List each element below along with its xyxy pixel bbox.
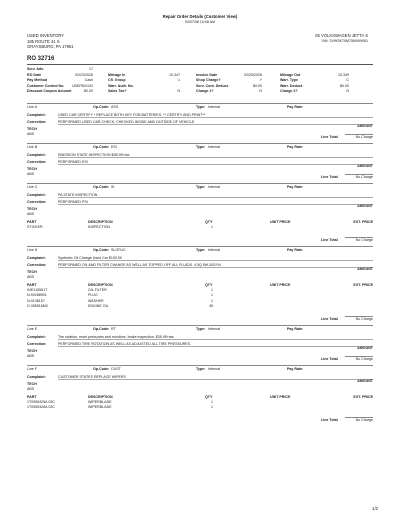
type-label: Type:	[196, 248, 206, 253]
part-qty: 1	[211, 405, 213, 410]
info-label: Discount Coupon Amount	[27, 89, 72, 93]
line-total-label: Line Total	[321, 238, 338, 243]
info-value: 1	[178, 78, 180, 82]
type-value: Internal	[208, 185, 220, 189]
type-value: Internal	[208, 327, 220, 331]
line-total-label: Line Total	[321, 357, 338, 361]
part-description: WASHER	[88, 298, 104, 303]
correction-underline	[58, 267, 373, 268]
complaint-text: Tire rotation, reset pressures and monitors, brake inspection. $35.95+tax	[58, 334, 174, 339]
line-total-value: No Charge	[355, 317, 373, 321]
part-description: ENGINE OIL	[88, 303, 109, 308]
correction-text: PERFORMED ESI	[58, 159, 88, 164]
info-value: Cash	[84, 78, 93, 82]
part-description: OIL FILTER	[88, 288, 107, 293]
complaint-underline	[58, 260, 373, 261]
opcode-label: Op-Code:	[93, 367, 110, 371]
vehicle-description: 05 VOLKSWAGEN JETTA S	[315, 33, 368, 38]
line-total-value: No Charge	[355, 357, 373, 361]
complaint-label: Complaint:	[27, 374, 46, 379]
unit-price-column-header: UNIT PRICE	[270, 220, 291, 224]
complaint-underline	[58, 379, 373, 380]
line-label: Line C	[27, 185, 38, 189]
amount-label: AMOUNT	[357, 346, 373, 350]
page-number: 1/2	[372, 506, 378, 511]
info-value: C	[346, 78, 349, 82]
line-total-label: Line Total	[321, 418, 338, 423]
info-label: Charge 1?	[196, 89, 214, 93]
info-label: Warr. Deduct.	[280, 83, 304, 88]
info-label: Mileage Out	[280, 72, 301, 77]
type-label: Type:	[196, 367, 206, 371]
line-total-label: Line Total	[321, 317, 338, 321]
info-label: Customer Control No.	[27, 83, 65, 88]
part-description: INSPECTION	[88, 225, 110, 229]
amount-label: AMOUNT	[357, 204, 373, 208]
pay-rate-label: Pay Rate:	[287, 105, 304, 109]
info-value: 02/25/2026	[244, 72, 262, 77]
line-total-value: No Charge	[355, 418, 373, 423]
info-value: 17	[89, 67, 93, 71]
info-value: 02/23/2026	[75, 72, 93, 77]
amount-label: AMOUNT	[357, 124, 373, 128]
pay-rate-label: Pay Rate:	[287, 145, 304, 149]
complaint-text: USED CAR CERTIFY * REPLACE BOTH KEY FOB BATTERIES. ** CERTIFY AND PRINT**	[58, 112, 206, 117]
pay-rate-label: Pay Rate:	[287, 185, 304, 189]
line-label: Line D	[27, 248, 38, 253]
complaint-underline	[58, 117, 373, 118]
part-number: G 055516M3	[27, 303, 48, 308]
correction-underline	[58, 124, 373, 125]
info-label: Shop Charge?	[196, 78, 221, 82]
print-timestamp: 03/07/08 10:08 AM	[184, 19, 216, 24]
part-column-header: PART	[27, 283, 37, 288]
part-number: 04E115561T	[27, 288, 48, 293]
ext-price-column-header: EXT. PRICE	[353, 283, 373, 288]
correction-underline	[58, 204, 373, 205]
opcode-value: SI	[111, 185, 115, 189]
info-value: USEPAV/102	[71, 83, 93, 88]
opcode-value: ASS	[111, 105, 119, 109]
opcode-label: Op-Code:	[93, 327, 110, 331]
description-column-header: DESCRIPTION	[88, 283, 113, 288]
type-value: Internal	[208, 105, 220, 109]
info-value: $0.00	[340, 83, 349, 88]
line-total-value: No Charge	[355, 135, 373, 139]
opcode-label: Op-Code:	[93, 105, 110, 109]
info-label: Serv. Adv.	[27, 67, 44, 71]
line-label: Line B	[27, 145, 38, 149]
vehicle-vin: VIN: 3VWSK79M75M099061	[321, 38, 368, 43]
part-number: 1T0955426A 03C	[27, 405, 55, 410]
info-label: Warr. Type	[280, 78, 298, 82]
complaint-text: Synthetic Oil Change Used Car $100.00	[58, 255, 122, 260]
opcode-label: Op-Code:	[93, 248, 110, 253]
correction-text: PERFORMED OIL AND FILTER CHANGE AS WELL AS TOPPED OFF ALL FLUIDS. 4.5Q 5W-30SYN	[58, 262, 221, 267]
part-column-header: PART	[27, 395, 37, 399]
part-description: PLUG	[88, 293, 98, 298]
tech-label: TECH	[27, 382, 37, 386]
info-label: RO Date	[27, 72, 42, 77]
info-label: Mileage In	[108, 72, 126, 77]
part-number: N-0138157	[27, 298, 45, 303]
type-label: Type:	[196, 327, 206, 331]
part-description: WIPERBLADE	[88, 400, 112, 404]
pay-rate-label: Pay Rate:	[287, 248, 304, 253]
line-label: Line A	[27, 105, 37, 109]
tech-label: TECH	[27, 167, 37, 171]
correction-label: Correction:	[27, 159, 47, 164]
pay-rate-label: Pay Rate:	[287, 367, 304, 371]
correction-label: Correction:	[27, 119, 47, 124]
line-divider	[27, 365, 373, 366]
correction-label: Correction:	[27, 199, 47, 204]
type-value: Internal	[208, 248, 220, 253]
ext-price-column-header: EXT. PRICE	[353, 395, 373, 399]
info-label: Charge 2?	[280, 89, 298, 93]
line-divider	[27, 183, 373, 184]
complaint-label: Complaint:	[27, 192, 46, 197]
opcode-value: ESI	[111, 145, 117, 149]
correction-label: Correction:	[27, 262, 47, 267]
opcode-value: CUST	[111, 367, 121, 371]
complaint-underline	[58, 197, 373, 198]
divider	[27, 64, 373, 65]
amount-label: AMOUNT	[357, 164, 373, 168]
info-value: N	[177, 89, 180, 93]
tech-value: ABS	[27, 387, 35, 391]
customer-address: 185 ROUTE 41 S	[27, 38, 60, 44]
line-divider	[27, 103, 373, 104]
info-value: $0.00	[84, 89, 93, 93]
info-value: Y	[259, 78, 262, 82]
repair-order-number: RO 32716	[27, 56, 55, 62]
line-divider	[27, 325, 373, 326]
tech-label: TECH	[27, 207, 37, 211]
correction-label: Correction:	[27, 341, 47, 346]
complaint-text: PA STATE INSPECTION	[58, 192, 98, 197]
unit-price-column-header: UNIT PRICE	[270, 395, 291, 399]
line-total-value: No Charge	[355, 175, 373, 179]
part-qty: 1	[211, 293, 213, 298]
part-qty: 1	[211, 298, 213, 303]
part-column-header: PART	[27, 220, 37, 224]
description-column-header: DESCRIPTION	[88, 395, 113, 399]
page-title: Repair Order Details (Customer View)	[162, 14, 238, 19]
part-number: STICKER	[27, 225, 43, 229]
correction-underline	[58, 346, 373, 347]
type-value: Internal	[208, 145, 220, 149]
complaint-label: Complaint:	[27, 334, 46, 339]
info-label: Invoice Date	[196, 72, 218, 77]
correction-text: PERFORMED PSI	[58, 199, 88, 204]
type-label: Type:	[196, 185, 206, 189]
pay-rate-label: Pay Rate:	[287, 327, 304, 331]
line-label: Line E	[27, 327, 38, 331]
customer-name: USED INVENTORY	[27, 33, 65, 38]
complaint-text: EMISSION STATE INSPECTION $38.95+tax	[58, 152, 130, 157]
complaint-label: Complaint:	[27, 255, 46, 260]
info-value: N	[346, 89, 349, 93]
correction-underline	[58, 164, 373, 165]
info-value: N	[259, 89, 262, 93]
part-qty: 1	[211, 400, 213, 404]
opcode-label: Op-Code:	[93, 185, 110, 189]
part-qty: 1	[211, 288, 213, 293]
line-divider	[27, 246, 373, 247]
tech-label: TECH	[27, 270, 37, 275]
type-label: Type:	[196, 145, 206, 149]
line-total-label: Line Total	[321, 135, 338, 139]
opcode-label: Op-Code:	[93, 145, 110, 149]
ext-price-column-header: EXT. PRICE	[353, 220, 373, 224]
tech-value: ABS	[27, 132, 35, 136]
part-number: N-90288901	[27, 293, 47, 298]
line-label: Line F	[27, 367, 37, 371]
amount-label: AMOUNT	[357, 379, 373, 383]
tech-value: ABS	[27, 172, 35, 176]
line-divider	[27, 143, 373, 144]
complaint-text: CUSTOMER STATES REPLACE WIPERS	[58, 374, 126, 379]
info-label: Cfl. Group	[108, 78, 126, 82]
tech-value: ABS	[27, 212, 35, 216]
opcode-value: RT	[111, 327, 116, 331]
info-value: 10,349	[338, 72, 349, 77]
complaint-underline	[58, 157, 373, 158]
type-label: Type:	[196, 105, 206, 109]
part-qty: 45	[209, 303, 213, 308]
amount-label: AMOUNT	[357, 267, 373, 272]
line-total-label: Line Total	[321, 175, 338, 179]
tech-label: TECH	[27, 349, 37, 353]
info-value: 10,347	[169, 72, 180, 77]
complaint-underline	[58, 339, 373, 340]
description-column-header: DESCRIPTION	[88, 220, 113, 224]
part-qty: 1	[211, 225, 213, 229]
tech-label: TECH	[27, 127, 37, 131]
type-value: Internal	[208, 367, 220, 371]
part-number: 1T0955425A 03C	[27, 400, 55, 404]
info-label: Sales Tax?	[108, 89, 127, 93]
customer-city: GRAYSBURG, PA 17961	[27, 44, 74, 49]
line-total-value: No Charge	[355, 238, 373, 243]
qty-column-header: QTY	[205, 395, 213, 399]
part-description: WIPERBLADE	[88, 405, 112, 410]
qty-column-header: QTY	[205, 220, 213, 224]
qty-column-header: QTY	[205, 283, 213, 288]
info-label: Serv. Cont. Deduct.	[196, 83, 229, 88]
complaint-label: Complaint:	[27, 152, 46, 157]
correction-text: PERFORMED TIRE ROTATION AS WELL AS ADJUSTED ALL TIRE PRESSURES.	[58, 341, 192, 346]
correction-text: PERFORMED USED CAR CHECK, CHECKED INSIDE AND OUTSIDE OF VEHICLE	[58, 119, 195, 124]
complaint-label: Complaint:	[27, 112, 46, 117]
unit-price-column-header: UNIT PRICE	[270, 283, 291, 288]
tech-value: ABS	[27, 275, 35, 280]
info-label: Warr. Auth. No.	[108, 83, 134, 88]
tech-value: ABS	[27, 354, 35, 358]
info-value: $0.00	[253, 83, 262, 88]
info-label: Pay Method	[27, 78, 48, 82]
opcode-value: SLOFUC	[111, 248, 126, 253]
